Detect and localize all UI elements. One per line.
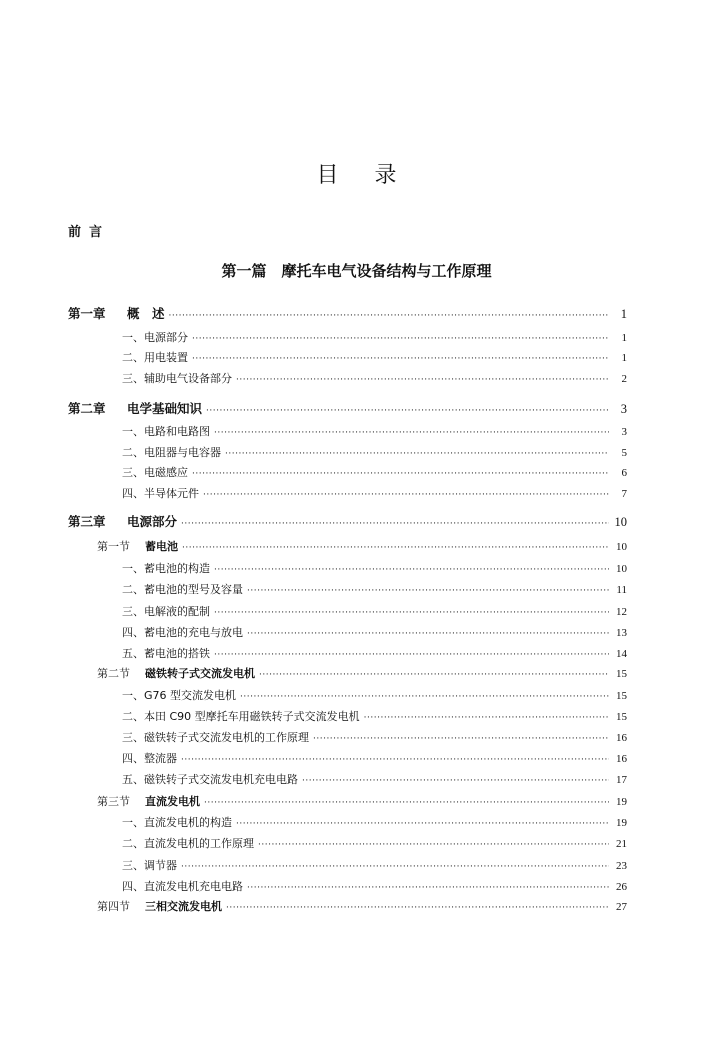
entry-title: 概 述 xyxy=(127,306,165,321)
entry-title: 三、辅助电气设备部分 xyxy=(122,372,232,385)
leader-dots xyxy=(247,629,609,639)
entry-title: 五、磁铁转子式交流发电机充电电路 xyxy=(122,773,298,786)
entry-title: 四、蓄电池的充电与放电 xyxy=(122,626,243,639)
entry-number: 第三章 xyxy=(68,514,106,529)
toc-entry-section xyxy=(97,665,627,681)
toc-entry-item xyxy=(122,750,627,766)
entry-page-number: 19 xyxy=(616,817,627,829)
leader-dots xyxy=(192,354,609,364)
entry-title: 一、蓄电池的构造 xyxy=(122,562,210,575)
entry-page-number: 7 xyxy=(621,488,627,500)
leader-dots xyxy=(203,490,609,500)
entry-page-number: 6 xyxy=(621,467,627,479)
toc-entry-item xyxy=(122,729,627,745)
toc-preface: 前言 xyxy=(68,225,111,240)
toc-entry-item xyxy=(122,814,627,830)
toc-entry-chapter xyxy=(68,304,627,322)
entry-page-number: 1 xyxy=(620,307,627,321)
entry-title: 三相交流发电机 xyxy=(145,900,222,913)
entry-page-number: 12 xyxy=(616,606,627,618)
entry-title: 一、电路和电路图 xyxy=(122,425,210,438)
entry-page-number: 17 xyxy=(616,774,627,786)
toc-entry-item xyxy=(122,624,627,640)
page-title: 目录 xyxy=(316,163,433,188)
entry-page-number: 10 xyxy=(614,515,627,529)
leader-dots xyxy=(259,670,609,680)
entry-number: 第二章 xyxy=(68,401,106,416)
leader-dots xyxy=(226,903,609,913)
entry-page-number: 15 xyxy=(616,711,627,723)
leader-dots xyxy=(214,650,609,660)
entry-title: 二、本田 C90 型摩托车用磁铁转子式交流发电机 xyxy=(122,710,360,723)
entry-page-number: 1 xyxy=(621,352,627,364)
entry-title: 蓄电池 xyxy=(145,540,178,553)
toc-entry-item xyxy=(122,485,627,501)
entry-title: 一、电源部分 xyxy=(122,331,188,344)
entry-title: 二、用电装置 xyxy=(122,351,188,364)
entry-title: 直流发电机 xyxy=(145,795,200,808)
entry-title: 四、半导体元件 xyxy=(122,487,199,500)
entry-page-number: 10 xyxy=(616,541,627,553)
entry-page-number: 16 xyxy=(616,753,627,765)
leader-dots xyxy=(182,543,609,553)
entry-page-number: 2 xyxy=(621,373,627,385)
leader-dots xyxy=(258,840,609,850)
entry-title: 一、G76 型交流发电机 xyxy=(122,689,237,702)
entry-page-number: 13 xyxy=(616,627,627,639)
entry-page-number: 11 xyxy=(616,584,627,596)
entry-number: 第二节 xyxy=(97,667,130,680)
leader-dots xyxy=(181,755,609,765)
toc-entry-item xyxy=(122,464,627,480)
leader-dots xyxy=(214,608,609,618)
entry-page-number: 15 xyxy=(616,668,627,680)
leader-dots xyxy=(236,375,609,385)
entry-page-number: 3 xyxy=(621,426,627,438)
toc-entry-item xyxy=(122,329,627,345)
entry-number: 第一节 xyxy=(97,540,130,553)
entry-title: 磁铁转子式交流发电机 xyxy=(145,667,255,680)
toc-entry-section xyxy=(97,538,627,554)
toc-entry-item xyxy=(122,645,627,661)
leader-dots xyxy=(204,798,609,808)
toc-entry-item xyxy=(122,581,627,597)
entry-page-number: 1 xyxy=(621,332,627,344)
leader-dots xyxy=(214,565,609,575)
part-heading: 第一篇 摩托车电气设备结构与工作原理 xyxy=(221,262,492,280)
leader-dots xyxy=(247,586,609,596)
entry-page-number: 5 xyxy=(621,447,627,459)
toc-entry-section xyxy=(97,898,627,914)
toc-entry-item xyxy=(122,878,627,894)
entry-page-number: 16 xyxy=(616,732,627,744)
entry-title: 三、磁铁转子式交流发电机的工作原理 xyxy=(122,731,309,744)
entry-page-number: 14 xyxy=(616,648,627,660)
entry-number: 第一章 xyxy=(68,306,106,321)
toc-entry-item xyxy=(122,708,627,724)
entry-title: 三、调节器 xyxy=(122,859,177,872)
entry-page-number: 10 xyxy=(616,563,627,575)
entry-title: 二、电阻器与电容器 xyxy=(122,446,221,459)
entry-page-number: 23 xyxy=(616,860,627,872)
entry-page-number: 19 xyxy=(616,796,627,808)
leader-dots xyxy=(225,449,609,459)
entry-number: 第四节 xyxy=(97,900,130,913)
toc-entry-item xyxy=(122,444,627,460)
toc-entry-section xyxy=(97,793,627,809)
entry-page-number: 15 xyxy=(616,690,627,702)
entry-title: 三、电磁感应 xyxy=(122,466,188,479)
entry-title: 电学基础知识 xyxy=(127,401,203,416)
entry-title: 二、蓄电池的型号及容量 xyxy=(122,583,243,596)
toc-entry-item xyxy=(122,370,627,386)
leader-dots xyxy=(236,819,609,829)
entry-page-number: 26 xyxy=(616,881,627,893)
entry-title: 二、直流发电机的工作原理 xyxy=(122,837,254,850)
toc-entry-item xyxy=(122,423,627,439)
toc-entry-item xyxy=(122,560,627,576)
toc-entry-item xyxy=(122,603,627,619)
leader-dots xyxy=(247,883,609,893)
leader-dots xyxy=(240,692,609,702)
leader-dots xyxy=(169,311,609,321)
leader-dots xyxy=(302,776,609,786)
toc-entry-chapter xyxy=(68,399,627,417)
entry-number: 第三节 xyxy=(97,795,130,808)
toc-entry-chapter xyxy=(68,512,627,530)
entry-page-number: 27 xyxy=(616,901,627,913)
toc-entry-item xyxy=(122,349,627,365)
leader-dots xyxy=(364,713,609,723)
leader-dots xyxy=(192,334,609,344)
leader-dots xyxy=(192,469,609,479)
entry-title: 电源部分 xyxy=(127,514,178,529)
leader-dots xyxy=(181,519,609,529)
entry-title: 三、电解液的配制 xyxy=(122,605,210,618)
entry-title: 四、直流发电机充电电路 xyxy=(122,880,243,893)
entry-page-number: 21 xyxy=(616,838,627,850)
entry-title: 四、整流器 xyxy=(122,752,177,765)
toc-entry-item xyxy=(122,857,627,873)
toc-entry-item xyxy=(122,771,627,787)
leader-dots xyxy=(181,862,609,872)
leader-dots xyxy=(313,734,609,744)
entry-title: 一、直流发电机的构造 xyxy=(122,816,232,829)
toc-entry-item xyxy=(122,835,627,851)
leader-dots xyxy=(206,406,609,416)
toc-entry-item xyxy=(122,687,627,703)
entry-page-number: 3 xyxy=(620,402,627,416)
leader-dots xyxy=(214,428,609,438)
entry-title: 五、蓄电池的搭铁 xyxy=(122,647,210,660)
